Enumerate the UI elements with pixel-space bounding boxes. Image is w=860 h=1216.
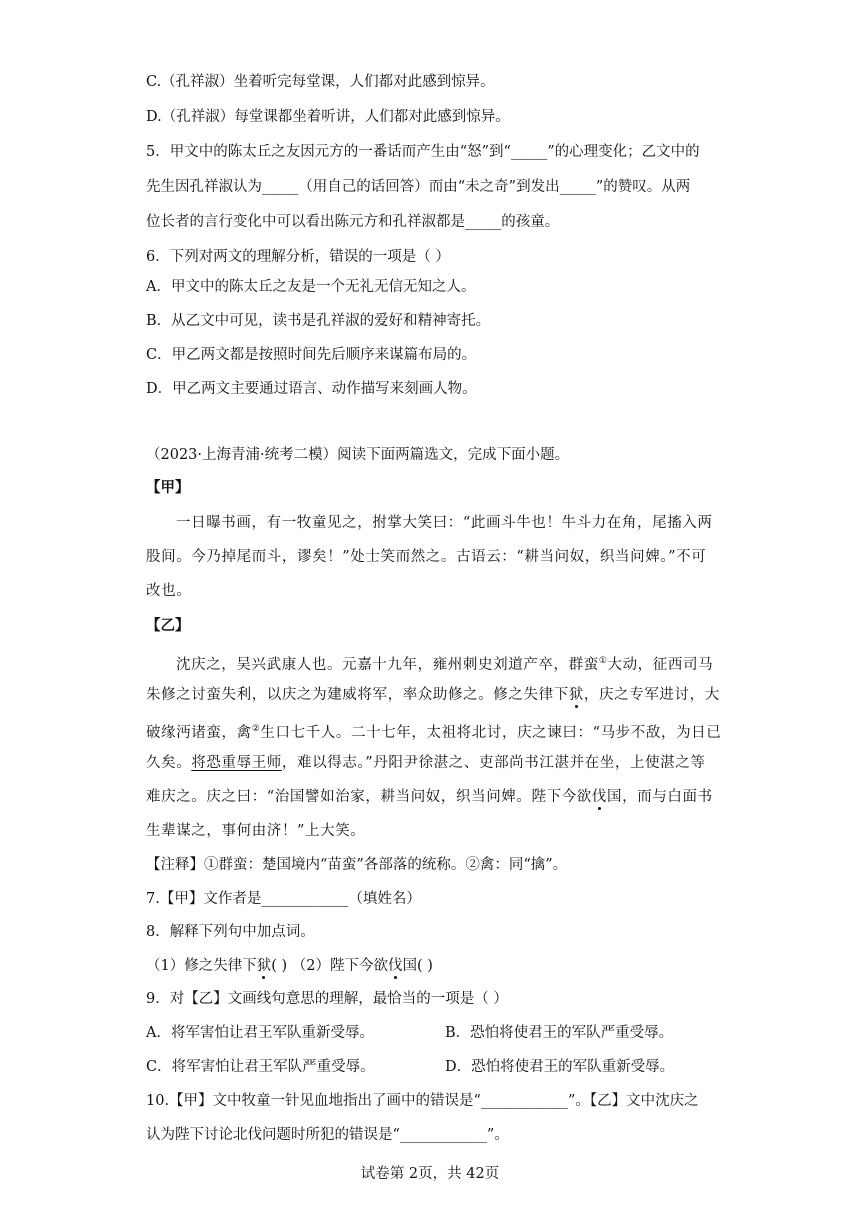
text: 国，而与白面书 bbox=[607, 789, 713, 805]
question-6: 6．下列对两文的理解分析，错误的一项是（ ） bbox=[146, 249, 450, 265]
question-5-line3: 位长者的言行变化中可以看出陈元方和孔祥淑都是_____的孩童。 bbox=[146, 214, 560, 230]
text: ，难以得志。”丹阳尹徐湛之、吏部尚书江湛并在坐，上使湛之等 bbox=[281, 755, 706, 771]
section-intro: （2023·上海青浦·统考二模）阅读下面两篇选文，完成下面小题。 bbox=[146, 447, 570, 463]
option-b-q6: B．从乙文中可见，读书是孔祥淑的爱好和精神寄托。 bbox=[146, 313, 491, 329]
q9-options-row2 bbox=[146, 1057, 746, 1077]
text: 破缘沔诸蛮，禽 bbox=[146, 724, 252, 741]
question-9: 9．对【乙】文画线句意思的理解，最恰当的一项是（ ） bbox=[146, 991, 508, 1007]
passage-jia-heading: 【甲】 bbox=[146, 479, 190, 496]
text: （1）修之失律下 bbox=[146, 958, 257, 974]
option-a-q6: A．甲文中的陈太丘之友是一个无礼无信无知之人。 bbox=[146, 279, 476, 295]
question-10-line1: 10.【甲】文中牧童一针见血地指出了画中的错误是“____________”。【乙】文中沈庆之 bbox=[146, 1093, 699, 1109]
question-5-line2: 先生因孔祥淑认为_____（用自己的话回答）而由“未之奇”到发出_____”的赞叹。从两 bbox=[146, 179, 691, 195]
dotted-word-yu: 狱 bbox=[256, 958, 272, 974]
question-5-line1: 5．甲文中的陈太丘之友因元方的一番话而产生由“怒”到“_____”的心理变化；乙文中的 bbox=[146, 144, 700, 160]
option-d-q9: D．恐怕将使君王的军队重新受辱。 bbox=[445, 1059, 675, 1075]
option-b-q9: B．恐怕将使君王的军队严重受辱。 bbox=[445, 1025, 674, 1041]
dotted-word-fa: 伐 bbox=[388, 958, 403, 974]
passage-jia-line2: 股间。今乃掉尾而斗，谬矣！”处士笑而然之。古语云：“耕当问奴，织当问婢。”不可 bbox=[146, 549, 707, 565]
text: 难庆之。庆之曰：“治国譬如治家，耕当问奴，织当问婢。陛下今欲 bbox=[146, 789, 592, 805]
text: 大动，征西司马 bbox=[607, 656, 714, 673]
passage-yi-line1 bbox=[176, 651, 713, 675]
option-a-q9: A．将军害怕让君王军队重新受辱。 bbox=[146, 1025, 374, 1041]
question-8-items bbox=[146, 956, 433, 976]
question-7: 7.【甲】文作者是____________（填姓名） bbox=[146, 891, 421, 907]
text: 沈庆之，吴兴武康人也。元嘉十九年，雍州刺史刘道产卒，群蛮 bbox=[176, 656, 599, 673]
text: 国( ) bbox=[402, 958, 433, 974]
footnote-marker-1: ① bbox=[598, 656, 608, 666]
q9-options-row1 bbox=[146, 1023, 746, 1043]
text: 朱修之讨蛮失利，以庆之为建威将军，率众助修之。修之失律下 bbox=[146, 687, 569, 703]
question-8: 8．解释下列句中加点词。 bbox=[146, 924, 315, 940]
passage-jia-line1: 一日曝书画，有一牧童见之，拊掌大笑曰：“此画斗牛也！牛斗力在角，尾搐入两 bbox=[176, 515, 713, 531]
passage-yi-line3 bbox=[146, 719, 721, 743]
footnote-marker-2: ② bbox=[251, 724, 261, 734]
passage-jia-line3: 改也。 bbox=[146, 583, 192, 599]
text: ( ) （2）陛下今欲 bbox=[271, 958, 388, 974]
option-c-q4: C.（孔祥淑）坐着听完每堂课，人们都对此感到惊异。 bbox=[146, 74, 495, 90]
dotted-word-yu: 狱 bbox=[568, 687, 584, 703]
page-footer: 试卷第 2页，共 42页 bbox=[360, 1166, 500, 1182]
question-10-line2: 认为陛下讨论北伐问题时所犯的错误是“____________”。 bbox=[146, 1127, 509, 1143]
passage-yi-heading: 【乙】 bbox=[146, 617, 190, 634]
option-c-q9: C．将军害怕让君王军队严重受辱。 bbox=[146, 1059, 375, 1075]
text: 生口七千人。二十七年，太祖将北讨，庆之谏曰：“马步不敌，为日已 bbox=[260, 724, 722, 741]
option-c-q6: C．甲乙两文都是按照时间先后顺序来谋篇布局的。 bbox=[146, 347, 477, 363]
passage-yi-line2 bbox=[146, 685, 720, 705]
option-d-q6: D．甲乙两文主要通过语言、动作描写来刻画人物。 bbox=[146, 381, 477, 397]
annotation-note: 【注释】①群蛮：楚国境内“苗蛮”各部落的统称。②禽：同“擒”。 bbox=[146, 857, 568, 873]
passage-yi-line4 bbox=[146, 753, 705, 773]
dotted-word-fa: 伐 bbox=[591, 789, 608, 805]
option-d-q4: D.（孔祥淑）每堂课都坐着听讲，人们都对此感到惊异。 bbox=[146, 109, 510, 125]
underlined-sentence: 将恐重辱王师 bbox=[191, 755, 282, 771]
text: ，庆之专军进讨，大 bbox=[583, 687, 720, 703]
passage-yi-line6: 生辈谋之，事何由济！”上大笑。 bbox=[146, 823, 366, 839]
text: 久矣。 bbox=[146, 755, 192, 771]
passage-yi-line5 bbox=[146, 787, 713, 807]
